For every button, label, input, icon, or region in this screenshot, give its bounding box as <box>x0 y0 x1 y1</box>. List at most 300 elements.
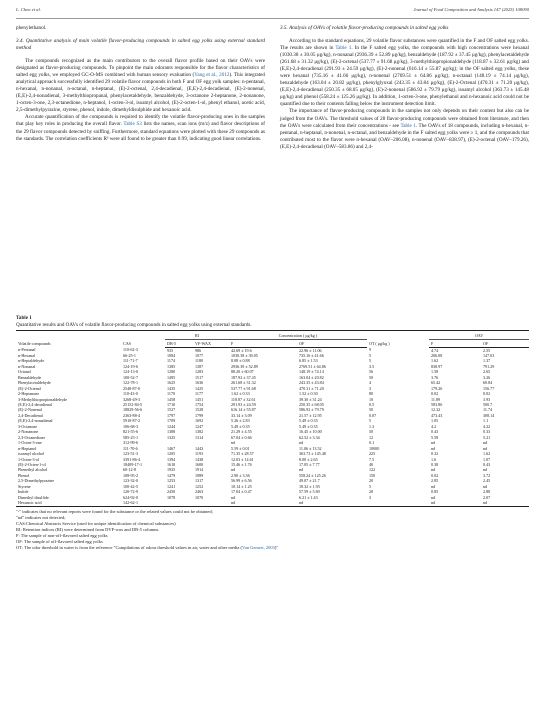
cell-ot: 3.5 <box>369 363 375 369</box>
table-body <box>16 347 529 506</box>
cell-ri-db5: 2450 <box>167 489 176 495</box>
cell-ri-db5: 1625 <box>167 380 176 386</box>
cell-cas: 100-42-5 <box>123 483 139 489</box>
cell-oav-of: nd <box>483 440 488 446</box>
cell-ot: 7.5 <box>369 456 375 462</box>
cell-ot: 50 <box>369 407 374 413</box>
cell-conc-f: 42.69 ± 19.6 <box>231 347 252 353</box>
cell-cas: 123-32-0 <box>123 478 139 484</box>
cell-ri-vfwax: 1077 <box>195 352 204 358</box>
cell-ri-vfwax: 1600 <box>195 462 204 468</box>
cell-oav-f: 0.32 <box>431 451 439 457</box>
footnote: RI: Retention indices (RI) were determined from DVF-wax and DB-5 columns. <box>16 526 160 532</box>
cell-ri-db5: 1241 <box>167 483 176 489</box>
cell-ri-vfwax: 1193 <box>195 451 204 457</box>
cell-ri-db5 <box>165 500 193 506</box>
paragraph: The importance of flavor-producing compounds in the samples not only depends on their content but also can be judged from the OAVs. The threshold values of 28 flavor-producing compounds were obtained from literature, and then the OAVs were calculated from their concentrations - see Table 1. The OAVs of 18 compounds, including n-hexanal, n-pentanal, n-heptanal, n-nonenal, n-octanal, and benzaldehyde in the F salted egg yolks were ≥ 1, and the compounds that contributed most to the flavor were n-hexanal (OAV–206.08), n-nonenal (OAV–838.97), (E)-2-octenal (OAV–179.26), (E,E)-2,4-decadienal (OAV–583.86) and 2,4- <box>280 108 529 150</box>
cell-compound: (E,E)-2,4-nonadienal <box>18 418 53 424</box>
cell-conc-f: nd <box>231 440 236 446</box>
cell-conc-f: 8.08 ± 0.88 <box>231 358 250 364</box>
footnote: F: The sample of non-off-flavored salted egg yolks <box>16 533 108 539</box>
right-column <box>280 25 529 151</box>
cell-conc-of: 62.52 ± 3.34 <box>299 434 320 440</box>
cell-ot: 5 <box>369 418 372 424</box>
cell-ri-vfwax: 1528 <box>195 407 204 413</box>
cell-oav-f: 0.38 <box>431 462 439 468</box>
cell-compound: 2,4-Decadienal <box>18 412 43 418</box>
cell-ri-vfwax: 1799 <box>195 412 204 418</box>
cell-ot: 50 <box>369 374 374 380</box>
cell-ri-vfwax: 1387 <box>195 363 204 369</box>
cell-cas: 3268-49-3 <box>123 396 141 402</box>
cell-oav-of: 3.26 <box>483 374 491 380</box>
cell-oav-of: 0.33 <box>483 429 491 435</box>
cell-compound: (E)-2-Octenal <box>18 385 41 391</box>
cell-conc-f: nd <box>231 494 236 500</box>
cell-oav-f: 179.26 <box>431 385 443 391</box>
cell-compound: 1-Octen-3-ol <box>18 456 40 462</box>
cell-cas: 110-43-0 <box>123 391 138 397</box>
cell-ri-vfwax: 1451 <box>195 396 204 402</box>
col-header-vfwax: VF-WAX <box>193 339 229 347</box>
running-head <box>16 7 529 19</box>
table-row <box>16 500 529 506</box>
cell-ri-db5: 1174 <box>167 358 176 364</box>
cell-oav-of: 500.7 <box>483 402 493 408</box>
cell-conc-f: 71.35 ± 28.57 <box>231 451 254 457</box>
cell-conc-f: 1.62 ± 0.33 <box>231 391 250 397</box>
col-header-ri: RI <box>165 331 229 340</box>
cell-ri-db5: 1205 <box>167 451 176 457</box>
cell-compound: Indole <box>18 489 29 495</box>
cell-conc-f: 5.59 ± 0.01 <box>231 445 250 451</box>
cell-ri-db5: 1709 <box>167 418 176 424</box>
cell-compound: Phenylacetaldehyde <box>18 380 51 386</box>
cell-oav-f: 12.32 <box>431 407 441 413</box>
cell-oav-f: 1.58 <box>431 369 439 375</box>
cell-oav-of: 0.43 <box>483 462 491 468</box>
cell-ot: 10000 <box>369 445 380 451</box>
cell-ri-db5: 1394 <box>167 456 176 462</box>
cell-compound: (E)-2-Octen-1-ol <box>18 462 46 468</box>
cell-oav-of: 60.84 <box>483 380 493 386</box>
cell-ri-vfwax <box>193 500 229 506</box>
cell-cas: 624-92-0 <box>123 494 139 500</box>
cell-oav-of: 308.14 <box>483 412 495 418</box>
cell-oav-f: 65.42 <box>431 380 441 386</box>
cell-ri-db5: 1610 <box>167 462 176 468</box>
col-header-concentration: Concentration ( μg/kg ) <box>229 331 367 340</box>
cell-cas: 2548-87-0 <box>123 385 141 391</box>
cell-ot: 1.3 <box>369 423 375 429</box>
cell-conc-of: nd <box>299 467 304 473</box>
cell-cas: 5910-87-2 <box>123 418 141 424</box>
col-header-db5: DB-5 <box>165 339 193 347</box>
cell-oav-f: 0.43 <box>431 429 439 435</box>
cell-ri-vfwax: 1636 <box>195 380 204 386</box>
cell-conc-of: 148.19 ± 74.14 <box>299 369 324 375</box>
cell-conc-f: 5.49 ± 0.35 <box>231 423 250 429</box>
cell-cas: 124-19-6 <box>123 363 139 369</box>
cell-oav-of: nd <box>483 483 488 489</box>
cell-oav-of: 11.74 <box>483 407 493 413</box>
cell-oav-of: 2.65 <box>483 369 491 375</box>
cell-oav-f: nd <box>431 494 436 500</box>
footnote: OF: The sample of off-flavored salted egg yolks <box>16 539 103 545</box>
cell-ot: 56 <box>369 369 374 375</box>
cell-cas: 18829-56-6 <box>123 407 143 413</box>
col-header-oav-f: F <box>429 339 481 347</box>
cell-oav-f: 206.08 <box>431 352 443 358</box>
col-header-oav-of: OF <box>481 339 529 347</box>
running-head-authors: L. Chen et al. <box>16 7 41 12</box>
table-caption: Quantitative results and OAVs of volatile flavor-producing compounds in salted egg yolks using external standards. <box>16 321 252 328</box>
cell-conc-of: 363.73 ± 145.48 <box>299 451 326 457</box>
cell-cas: 585-25-1 <box>123 434 139 440</box>
cell-oav-of: 156.77 <box>483 385 495 391</box>
cell-cas: 124-13-0 <box>123 369 139 375</box>
cell-compound: n-Pentanal <box>18 347 36 353</box>
cell-ri-db5: 1435 <box>167 385 176 391</box>
cell-cas: 25152-84-5 <box>123 402 143 408</box>
cell-ri-db5: 1280 <box>167 369 176 375</box>
cell-oav-f: nd <box>431 445 436 451</box>
cell-compound: 2,3-Octanedione <box>18 434 46 440</box>
cell-ri-db5: 1925 <box>167 467 176 473</box>
table-label: Table 1 <box>16 315 32 321</box>
cell-oav-f: 1.6 <box>431 456 437 462</box>
running-head-journal: Journal of Food Composition and Analysis 147 (2025) 108090 <box>413 7 529 12</box>
cell-conc-f: nd <box>231 467 236 473</box>
cell-conc-of: nd <box>299 440 304 446</box>
cell-conc-f: 17.04 ± 0.47 <box>231 489 252 495</box>
cell-cas: 111-70-6 <box>123 445 138 451</box>
cell-cas: 110-62-3 <box>123 347 138 353</box>
col-header-ot: OT ( μg/kg ) <box>367 331 429 348</box>
cell-conc-of: 470.31 ± 71.20 <box>299 385 324 391</box>
cell-conc-of: 8.00 ± 2.65 <box>299 456 318 462</box>
cell-oav-f: 838.97 <box>431 363 443 369</box>
cell-oav-of: 147.03 <box>483 352 495 358</box>
cell-conc-of: 558.24 ± 125.26 <box>299 472 326 478</box>
cell-conc-of: 18.32 ± 1.93 <box>299 483 320 489</box>
paragraph: The compounds recognized as the main contributors to the overall flavor profile based on their OAVs were designated as flavor-producing compounds. To pinpoint the main odorants responsible for the flavor characteristics of salted egg yolks, we employed GC-O-MS combined with human sensory evaluation (Yang et al., 2012). This integrated analytical approach successfully identified 29 volatile flavor compounds in both F and OF egg yolk samples: n-pentanal, n-hexanal, n-nonanal, n-octanal, n-heptanal, (E)-2-octenal, 2,4-decadienal, (E,E)-2,4-decadienal, (E)-2-nonenal, (E,E)-2,4-nonadienal, 3-methylthiopropanal, phenylacetaldehyde, benzaldehyde, 3-octanone 2-heptanone, 2-nonanone, 1-octen-3-one, 2,3-octanedione, n-heptanol, 1-octen-3-ol, isoamyl alcohol, (E)-2-octen-1-ol, phenyl ethanol, acetic acid, 2,5-dimethylpyrazine, styrene, phenol, indole, dimethyldisulphide and hexanoic acid. <box>16 58 265 114</box>
col-header-oav: OAV <box>429 331 529 340</box>
cell-ri-db5: 1495 <box>167 374 176 380</box>
cell-conc-f: 10.14 ± 1.25 <box>231 483 252 489</box>
cell-ot: 50 <box>369 429 374 435</box>
cell-compound: Octanal <box>18 369 31 375</box>
cell-oav-of: 2.88 <box>483 489 491 495</box>
cell-compound: (E)-2-Nonenal <box>18 407 42 413</box>
cell-oav-f: nd <box>431 483 436 489</box>
cell-compound: (E,E)-2,4-decadienal <box>18 402 53 408</box>
cell-conc-of: 17.05 ± 7.77 <box>299 462 320 468</box>
cell-oav-f: 3.76 <box>431 374 439 380</box>
cell-conc-of: 5.49 ± 0.35 <box>299 418 318 424</box>
paragraph: According to the standard equations, 29 volatile flavor substances were quantified in the F and OF salted egg yolks. The results are shown in Table 1. In the F salted egg yolks, the compounds with high concentrations were hexanal (1030.38 ± 30.05 μg/kg), n-nonanal (2936.39 ± 52.89 μg/kg), benzaldehyde (187.92 ± 37.45 μg/kg), phenylacetaldehyde (261.68 ± 31.32 μg/kg), (E)-2-octenal (537.77 ± 91.68 μg/kg), 3-methylthiopropionaldehyde (118.87 ± 32.61 μg/kg) and (E,E)-2,4-decadienal (291.93 ± 24.59 μg/kg), (E)-2-nonenal (616.14 ± 55.87 μg/kg); in the OF salted egg yolks, these were hexanal (735.16 ± 41.66 μg/kg), n-nonenal (2769.51 ± 64.86 μg/kg), n-octanal (148.19 ± 74.14 μg/kg), benzaldehyde (163.04 ± 20.82 μg/kg), phenylglyoxal (243.35 ± 43.84 μg/kg), (E)-2-Octenal (470.31 ± 71.20 μg/kg), (E,E)-2,4-decadienal (250.35 ± 68.05 μg/kg), (E)-2-nonenal (586.92 ± 79.79 μg/kg), isoamyl alcohol (363.73 ± 145.48 μg/kg) and phenol (558.24 ± 125.26 μg/kg). In addition, 1-octen-3-one, phenylethanol and n-hexanoic acid could not be quantified due to their contents falling below the instrument detection limit. <box>280 38 529 108</box>
cell-conc-of: 163.04 ± 20.82 <box>299 374 324 380</box>
cell-conc-of: 250.35 ± 68.05 <box>299 402 324 408</box>
cell-oav-f: 4.2 <box>431 423 437 429</box>
cell-compound: Dimethyl disulfide <box>18 494 49 500</box>
cell-compound: n-Heptanol <box>18 445 37 451</box>
cell-conc-f: 1030.38 ± 30.05 <box>231 352 258 358</box>
cell-compound: Benzaldehyde <box>18 374 42 380</box>
cell-cas: 123-51-3 <box>123 451 139 457</box>
cell-ri-vfwax: 986 <box>195 347 202 353</box>
cell-compound: 1-Octen-3-one <box>18 440 42 446</box>
cell-compound: 2-Heptanone <box>18 391 40 397</box>
cell-conc-f: 261.68 ± 31.32 <box>231 380 256 386</box>
col-header-conc-of: OF <box>297 339 367 347</box>
cell-oav-of: 2.55 <box>483 347 491 353</box>
quantitative-results-table <box>16 330 529 507</box>
cell-ri-vfwax: 1382 <box>195 429 204 435</box>
cell-oav-of: 2.45 <box>483 478 491 484</box>
cell-ri-db5: 1253 <box>167 478 176 484</box>
table-footnotes <box>16 509 529 552</box>
cell-oav-of: nd <box>483 445 488 451</box>
cell-ot: 20 <box>369 478 374 484</box>
cell-conc-of: 39.30 ± 31.24 <box>299 396 322 402</box>
footnote: "-" indicates that no relevant reports were found for the substance or the related values could not be obtained; <box>16 508 213 514</box>
cell-oav-of: 4.22 <box>483 423 491 429</box>
cell-oav-of: 1.37 <box>483 358 491 364</box>
cell-ot: 122 <box>369 467 376 473</box>
cell-ri-db5: 1244 <box>167 423 176 429</box>
cell-ot <box>367 500 429 506</box>
col-header-compounds: Volatile compounds <box>16 331 121 348</box>
cell-ot: 4 <box>369 380 372 386</box>
cell-oav-f: 1.05 <box>431 418 439 424</box>
cell-conc-of: 21.57 ± 12.95 <box>299 412 322 418</box>
cell-oav-of: 2.07 <box>483 494 491 500</box>
cell-compound: Phenol <box>18 472 30 478</box>
cell-ri-vfwax: 2463 <box>195 489 204 495</box>
cell-ri-vfwax: 1754 <box>195 402 204 408</box>
cell-conc-f: 12.03 ± 14.61 <box>231 456 254 462</box>
col-header-conc-f: F <box>229 339 297 347</box>
cell-oav-f: nd <box>429 500 481 506</box>
cell-ri-db5: 935 <box>167 347 174 353</box>
cell-ri-db5: 1170 <box>167 391 176 397</box>
cell-conc-of: 16.45 ± 10.00 <box>299 429 322 435</box>
cell-ri-vfwax: 1914 <box>195 467 204 473</box>
table-1-link[interactable]: Table 1 <box>335 45 352 52</box>
cell-ri-vfwax: 1283 <box>195 369 204 375</box>
cell-cas: 120-72-9 <box>123 489 139 495</box>
cell-cas: 106-68-3 <box>123 423 139 429</box>
cell-ri-db5: 1797 <box>167 412 176 418</box>
cell-ri-vfwax: 1247 <box>195 423 204 429</box>
cell-cas: 111-71-7 <box>123 358 138 364</box>
cell-ot: 20 <box>369 489 374 495</box>
cell-compound: Phenethyl alcohol <box>18 467 48 473</box>
cell-compound: 3-Methylthiopropionaldehyde <box>18 396 68 402</box>
cell-compound: n-Heptaldehyde <box>18 358 45 364</box>
cell-conc-of: 2769.51 ± 64.86 <box>299 363 326 369</box>
cell-oav-f: 2.85 <box>431 478 439 484</box>
cell-compound: n-Nonanal <box>18 363 36 369</box>
cell-cas: 18409-17-1 <box>123 462 143 468</box>
cell-conc-f: 118.87 ± 32.61 <box>231 396 256 402</box>
cell-conc-f: 21.29 ± 4.55 <box>231 429 252 435</box>
cell-ot: 225 <box>369 451 376 457</box>
cell-oav-of: 1.1 <box>483 418 489 424</box>
cell-compound: Styrene <box>18 483 31 489</box>
cell-conc-of: 57.59 ± 5.69 <box>299 489 320 495</box>
cell-ri-vfwax: 1314 <box>195 434 204 440</box>
cell-cas: 66-25-1 <box>123 352 136 358</box>
cell-conc-f: 33.14 ± 3.09 <box>231 412 252 418</box>
footnote: OT: The odor threshold in water is from the reference "Compilations of odour threshold values in air, water and other media (Van Gemert, 2003)" <box>16 545 279 551</box>
cell-oav-of: 3.72 <box>483 472 491 478</box>
paragraph: Accurate quantification of the compounds is required to identify the volatile flavor-producing ones in the samples that play key roles in producing the overall flavor. Table S3 lists the names, scan ions (m/z) and flavor descriptions of the 29 flavor compounds detected by sniffing. Furthermore, standard equations were plotted with these 29 compounds as the standards. The correlation coefficients R² were all found to be greater than 0.99, indicating good linear correlations. <box>16 114 266 142</box>
cell-ot: 12 <box>369 434 374 440</box>
cell-oav-f: 4.74 <box>431 347 439 353</box>
cell-oav-f: nd <box>431 467 436 473</box>
citation-link[interactable]: Yang et al., 2012 <box>194 72 230 79</box>
cell-conc-f: nd <box>229 500 297 506</box>
cell-compound: Hexanoic acid <box>16 500 121 506</box>
cell-ri-db5: 1385 <box>167 363 176 369</box>
cell-oav-of: 1.62 <box>483 451 491 457</box>
footnote: CAS:Chemical Abstracts Service (used for unique identification of chemical substances) <box>16 520 176 526</box>
cell-oav-f: 0.02 <box>431 391 439 397</box>
cell-cas: 312-99-6 <box>123 440 139 446</box>
cell-ri-db5: 1325 <box>167 434 176 440</box>
cell-ri-db5: 1479 <box>167 472 176 478</box>
cell-ri-vfwax: 1177 <box>195 391 204 397</box>
cell-ot: 0.1 <box>369 440 375 446</box>
cell-cas: 60-12-8 <box>123 467 136 473</box>
cell-ri-db5: 1078 <box>167 494 176 500</box>
cell-compound: 3-Octanone <box>18 423 38 429</box>
cell-oav-f: 0.85 <box>431 489 439 495</box>
cell-conc-of: 586.92 ± 79.79 <box>299 407 324 413</box>
cell-ot: 40 <box>369 462 374 468</box>
cell-oav-f: 473.43 <box>431 412 443 418</box>
cell-ot: 5 <box>369 358 372 364</box>
section-heading-3-5: 3.5. Analysis of OAVs of volatile flavor-producing compounds in salted egg yolks <box>280 25 449 31</box>
cell-ri-vfwax: 1070 <box>195 494 204 500</box>
cell-ot: 5 <box>369 352 372 358</box>
cell-ri-db5: 1084 <box>167 352 176 358</box>
cell-conc-f: 56.99 ± 6.56 <box>231 478 252 484</box>
cell-conc-of: nd <box>297 500 367 506</box>
cell-oav-of: 1.07 <box>483 456 491 462</box>
cell-cas: 122-78-1 <box>123 380 139 386</box>
left-column <box>16 25 265 151</box>
cell-ri-vfwax: 1425 <box>195 385 204 391</box>
van-gemert-citation-link[interactable]: Van Gemert, 2003 <box>242 545 275 551</box>
cell-conc-f: 88.20 ± 60.07 <box>231 369 254 375</box>
cell-ri-vfwax: 1317 <box>195 478 204 484</box>
table-1 <box>16 315 529 551</box>
cell-compound: 2-Nonanone <box>18 429 39 435</box>
col-header-cas: CAS <box>121 331 165 348</box>
cell-oav-of: 791.29 <box>483 363 495 369</box>
paragraph-continuation: phenylethanol. <box>16 25 47 31</box>
cell-cas: 108-95-2 <box>123 472 139 478</box>
cell-ri-db5: 1467 <box>167 445 176 451</box>
table-1-link[interactable]: Table 1 <box>400 122 416 129</box>
cell-oav-of: 5.21 <box>483 434 491 440</box>
cell-ri-vfwax: 1517 <box>195 374 204 380</box>
cell-conc-f: 616.14 ± 55.87 <box>231 407 256 413</box>
cell-conc-f: 187.92 ± 37.45 <box>231 374 256 380</box>
cell-oav-f: 5.58 <box>431 434 439 440</box>
cell-conc-of: 1.52 ± 0.30 <box>299 391 318 397</box>
cell-oav-of: 3.93 <box>483 396 491 402</box>
cell-cas: 2363-88-4 <box>123 412 141 418</box>
cell-ri-db5: 1388 <box>167 429 176 435</box>
cell-oav-f: nd <box>431 440 436 446</box>
cell-ri-db5: 1458 <box>167 396 176 402</box>
cell-ri-vfwax: 1438 <box>195 456 204 462</box>
cell-ot: 0.5 <box>369 402 375 408</box>
cell-ot: 80 <box>369 391 374 397</box>
cell-oav-of: nd <box>481 500 529 506</box>
two-column-body <box>16 25 529 151</box>
cell-conc-of: 735.16 ± 41.66 <box>299 352 324 358</box>
cell-cas: 3391-86-4 <box>123 456 141 462</box>
cell-ot: 3 <box>369 494 372 500</box>
cell-conc-of: 49.07 ± 21.7 <box>299 478 320 484</box>
cell-oav-of: nd <box>483 467 488 473</box>
cell-conc-f: 537.77 ± 91.68 <box>231 385 256 391</box>
cell-conc-f: 15.46 ± 1.76 <box>231 462 252 468</box>
cell-oav-f: 583.86 <box>431 402 443 408</box>
cell-ri-vfwax: 1692 <box>195 418 204 424</box>
cell-compound: isoamyl alcohol <box>18 451 45 457</box>
cell-conc-f: 5.26 ± 2.83 <box>231 418 250 424</box>
cell-ri-vfwax: 1252 <box>195 483 204 489</box>
section-heading-3-4: 3.4. Quantitative analysis of main volatile flavor-producing compounds in salted egg yolks using external standard method <box>16 38 265 52</box>
cell-conc-f: 2.90 ± 3.36 <box>231 472 250 478</box>
cell-ot: 0.07 <box>369 412 377 418</box>
cell-conc-of: 22.96 ± 11.06 <box>299 347 322 353</box>
cell-oav-f: 11.89 <box>431 396 441 402</box>
cell-compound: n-Hexanal <box>18 352 36 358</box>
cell-conc-of: 11.06 ± 13.52 <box>299 445 322 451</box>
cell-cas: 821-55-6 <box>123 429 139 435</box>
cell-ot: 3 <box>369 385 372 391</box>
footnote: "nd" indicates not detected; <box>16 514 66 520</box>
cell-ri-vfwax: 1443 <box>195 445 204 451</box>
cell-ri-db5: 1527 <box>167 407 176 413</box>
cell-oav-f: 1.62 <box>431 358 439 364</box>
cell-conc-of: 5.49 ± 0.35 <box>299 423 318 429</box>
cell-conc-of: 6.85 ± 1.53 <box>299 358 318 364</box>
table-s3-link[interactable]: Table S3 <box>123 121 142 128</box>
cell-cas: 142-62-1 <box>121 500 165 506</box>
cell-oav-of: 0.02 <box>483 391 491 397</box>
cell-ri-vfwax: 1989 <box>195 472 204 478</box>
cell-ri-vfwax: 1180 <box>195 358 204 364</box>
cell-conc-f: 67.04 ± 0.66 <box>231 434 252 440</box>
cell-conc-of: 6.21 ± 1.43 <box>299 494 318 500</box>
cell-cas: 100-52-7 <box>123 374 139 380</box>
cell-ot: 5 <box>369 483 372 489</box>
cell-oav-f: 0.02 <box>431 472 439 478</box>
cell-conc-f: 2936.39 ± 52.89 <box>231 363 258 369</box>
cell-compound: 2,5-Dimethylpyrazine <box>18 478 55 484</box>
cell-conc-f: 291.93 ± 24.59 <box>231 402 256 408</box>
cell-ot: 150 <box>369 472 376 478</box>
cell-ot: 9 <box>369 347 372 353</box>
